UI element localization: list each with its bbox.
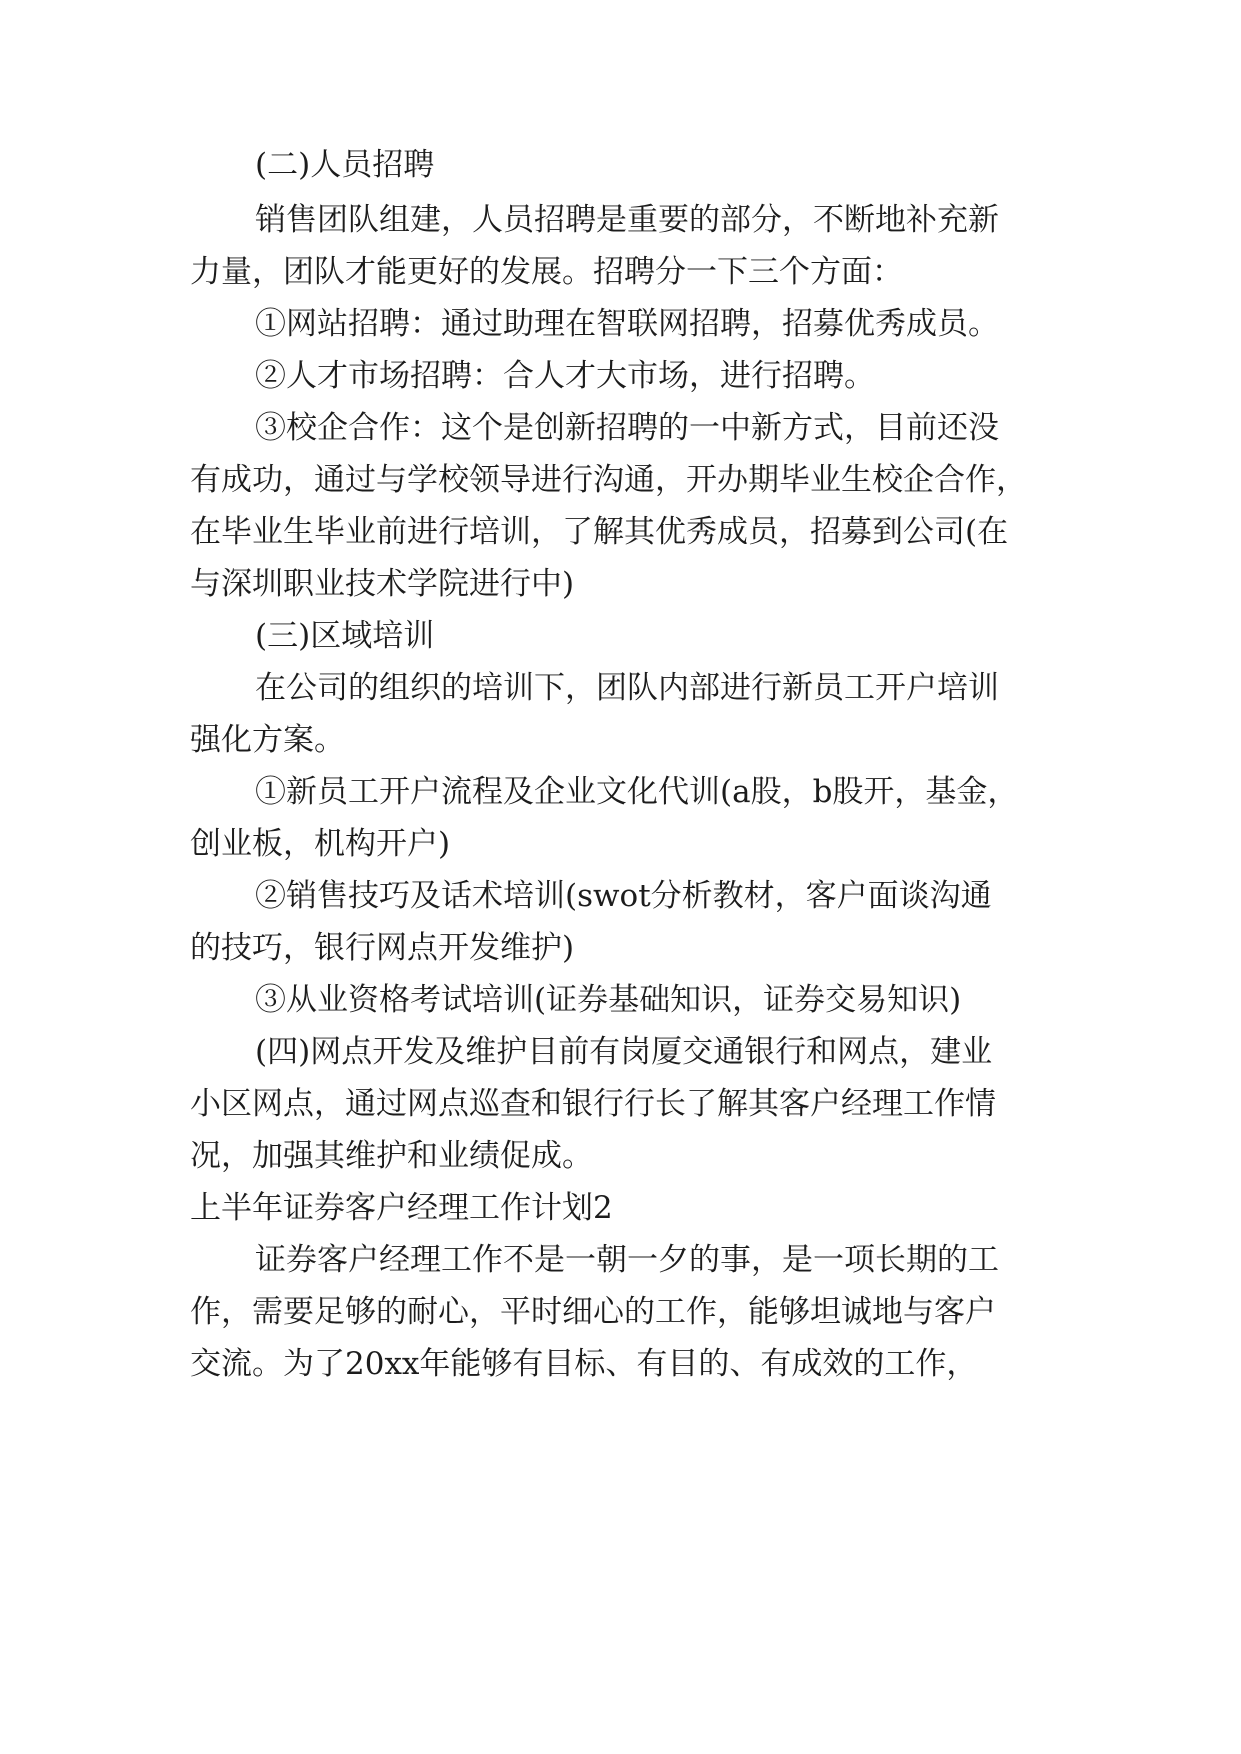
paragraph-line: 与深圳职业技术学院进行中) [190,566,575,602]
paragraph-line: 作，需要足够的耐心，平时细心的工作，能够坦诚地与客户 [190,1294,996,1330]
paragraph-line: 况，加强其维护和业绩促成。 [190,1138,593,1174]
paragraph-line: 创业板，机构开户) [190,826,451,862]
list-item-sales-skills-training: ②销售技巧及话术培训(swot分析教材，客户面谈沟通 [255,878,992,914]
paragraph-line: 的技巧，银行网点开发维护) [190,930,575,966]
list-item-talent-market-recruitment: ②人才市场招聘：合人才大市场，进行招聘。 [255,358,875,394]
section-heading-regional-training: (三)区域培训 [255,618,435,654]
paragraph-line: 证券客户经理工作不是一朝一夕的事，是一项长期的工 [255,1242,999,1278]
paragraph-line: 有成功，通过与学校领导进行沟通，开办期毕业生校企合作， [190,462,1027,498]
list-item-account-opening-training: ①新员工开户流程及企业文化代训(a股，b股开，基金， [255,774,1019,810]
section-heading-recruitment: (二)人员招聘 [255,147,435,183]
paragraph-line: 强化方案。 [190,722,345,758]
list-item-qualification-exam-training: ③从业资格考试培训(证券基础知识，证券交易知识) [255,982,962,1018]
paragraph-line: 力量，团队才能更好的发展。招聘分一下三个方面： [190,254,903,290]
paragraph-line: 销售团队组建，人员招聘是重要的部分，不断地补充新 [255,202,999,238]
paragraph-line: 在毕业生毕业前进行培训，了解其优秀成员，招募到公司(在 [190,514,1009,550]
list-item-school-enterprise-cooperation: ③校企合作：这个是创新招聘的一中新方式，目前还没 [255,410,999,446]
paragraph-line: 小区网点，通过网点巡查和银行行长了解其客户经理工作情 [190,1086,996,1122]
document-title-plan-2: 上半年证券客户经理工作计划2 [190,1190,613,1226]
list-item-website-recruitment: ①网站招聘：通过助理在智联网招聘，招募优秀成员。 [255,306,999,342]
paragraph-line: 交流。为了20xx年能够有目标、有目的、有成效的工作， [190,1346,978,1382]
paragraph-line: 在公司的组织的培训下，团队内部进行新员工开户培训 [255,670,999,706]
section-heading-branch-development: (四)网点开发及维护目前有岗厦交通银行和网点，建业 [255,1034,993,1070]
